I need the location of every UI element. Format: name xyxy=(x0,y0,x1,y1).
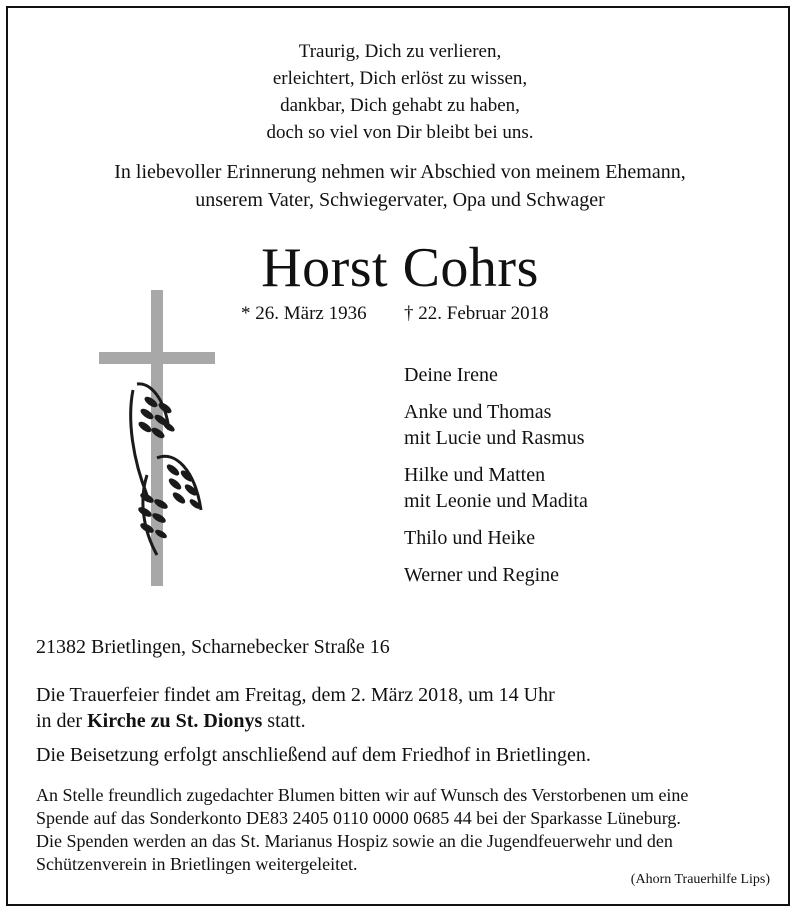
poem-line: dankbar, Dich gehabt zu haben, xyxy=(280,95,520,116)
family-entry xyxy=(404,562,588,588)
birth-date: * 26. März 1936 xyxy=(241,303,367,324)
burial-info: Die Beisetzung erfolgt anschließend auf dem Friedhof in Brietlingen. xyxy=(36,744,591,766)
funeral-home-credit: (Ahorn Trauerhilfe Lips) xyxy=(630,872,770,887)
family-entry xyxy=(404,462,588,514)
family-line: Werner und Regine xyxy=(404,564,559,586)
ceremony-line: Die Trauerfeier findet am Freitag, dem 2. März 2018, um 14 Uhr xyxy=(36,684,555,706)
donation-line: Spende auf das Sonderkonto DE83 2405 0110 0000 0685 44 bei der Sparkasse Lüneburg. xyxy=(36,808,681,828)
ceremony-info xyxy=(36,682,555,734)
cross-icon xyxy=(99,290,215,586)
poem-line: doch so viel von Dir bleibt bei uns. xyxy=(266,122,534,143)
family-line: Deine Irene xyxy=(404,364,498,386)
family-line: mit Lucie und Rasmus xyxy=(404,427,585,449)
donation-line: Die Spenden werden an das St. Marianus Hospiz sowie an die Jugendfeuerwehr und den xyxy=(36,831,673,851)
intro-text xyxy=(0,158,800,214)
ceremony-location xyxy=(36,708,555,734)
deceased-name: Horst Cohrs xyxy=(261,237,539,299)
poem-line: Traurig, Dich zu verlieren, xyxy=(298,41,502,62)
address: 21382 Brietlingen, Scharnebecker Straße 16 xyxy=(36,636,390,658)
family-line: Anke und Thomas xyxy=(404,401,552,423)
poem-line: erleichtert, Dich erlöst zu wissen, xyxy=(272,68,528,89)
poem xyxy=(0,38,800,146)
family-line: Thilo und Heike xyxy=(404,527,536,549)
family-entry xyxy=(404,399,588,451)
donation-line: An Stelle freundlich zugedachter Blumen bitten wir auf Wunsch des Verstorbenen um eine xyxy=(36,785,689,805)
ceremony-suffix: statt. xyxy=(262,710,306,732)
ceremony-place: Kirche zu St. Dionys xyxy=(87,710,263,732)
cross-wheat-emblem xyxy=(95,290,220,590)
intro-line: unserem Vater, Schwiegervater, Opa und Schwager xyxy=(195,189,605,211)
intro-line: In liebevoller Erinnerung nehmen wir Abschied von meinem Ehemann, xyxy=(114,161,686,183)
family-line: mit Leonie und Madita xyxy=(404,490,588,512)
donation-request xyxy=(36,784,776,876)
donation-line: Schützenverein in Brietlingen weitergeleitet. xyxy=(36,854,358,874)
family-list xyxy=(404,362,588,599)
family-entry xyxy=(404,362,588,388)
ceremony-prefix: in der xyxy=(36,710,88,732)
wheat-ears-icon xyxy=(131,384,202,555)
death-date: † 22. Februar 2018 xyxy=(404,303,549,324)
family-entry xyxy=(404,525,588,551)
family-line: Hilke und Matten xyxy=(404,464,546,486)
